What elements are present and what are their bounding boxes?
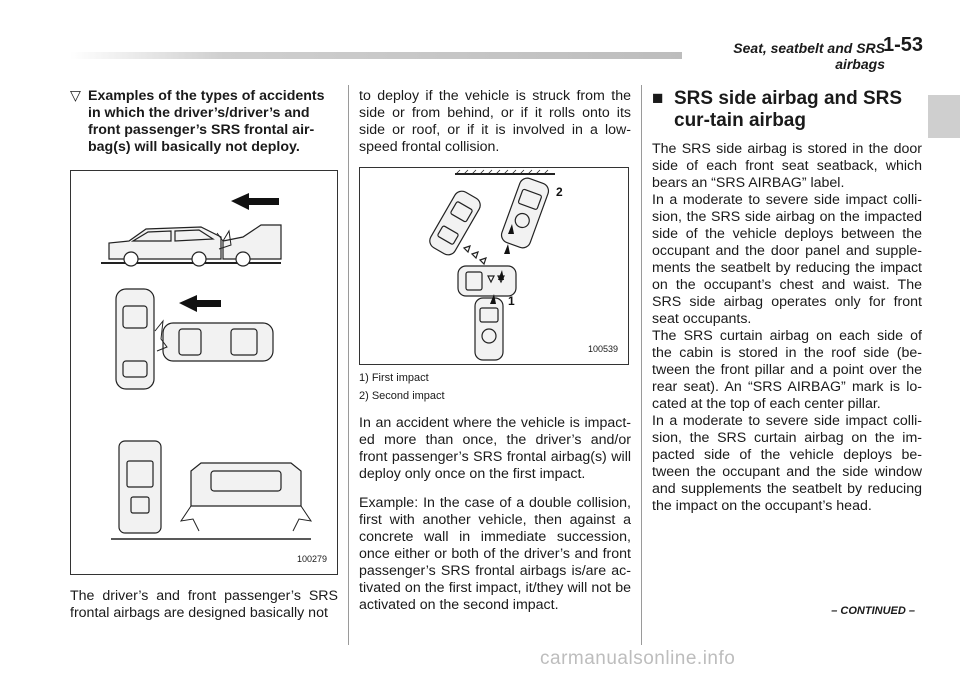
square-marker-icon: ■ xyxy=(652,88,664,109)
subsection-heading xyxy=(70,88,338,156)
paragraph: The driver’s and front passenger’s SRS frontal airbags are designed basically not xyxy=(70,588,338,621)
caption-second-impact: 2) Second impact xyxy=(359,390,445,402)
column-divider-1 xyxy=(348,85,349,645)
paragraph: Example: In the case of a double collision, first with another vehicle, then against a concrete wall in immediate succession, once either or both of the driver’s and front passenger’s SRS frontal airbags is/are ac-tivated on the first impact, it/they will not be activated on the second impact. xyxy=(359,495,631,613)
paragraph: to deploy if the vehicle is struck from the side or from behind, or if it rolls onto its side or roof, or if it is involved in a low-speed frontal collision. xyxy=(359,88,631,155)
caption-first-impact: 1) First impact xyxy=(359,372,429,384)
column-divider-2 xyxy=(641,85,642,645)
accident-types-figure xyxy=(70,170,338,575)
paragraph: In an accident where the vehicle is impact-ed more than once, the driver’s and/or front passenger’s SRS frontal airbag(s) will deploy only once on the first impact. xyxy=(359,415,631,482)
double-impact-illustration xyxy=(360,168,628,364)
column-middle xyxy=(359,88,631,614)
triangle-marker-icon: ▽ xyxy=(70,88,81,104)
callout-1: 1 xyxy=(508,294,515,308)
paragraph: The SRS side airbag is stored in the door side of each front seat seatback, which bears an “SRS AIRBAG” label. xyxy=(652,141,922,191)
accident-types-illustration xyxy=(71,171,337,574)
double-impact-figure xyxy=(359,167,629,365)
paragraph: The SRS curtain airbag on each side of the cabin is stored in the roof side (be-tween the front pillar and a point over the rear seat). An “SRS AIRBAG” mark is lo-cated at the top of each center pillar. xyxy=(652,328,922,412)
column-right xyxy=(652,88,922,515)
watermark: carmanualsonline.info xyxy=(540,648,736,669)
callout-2: 2 xyxy=(556,185,563,199)
side-impact-scene xyxy=(101,193,281,266)
chapter-tab xyxy=(928,95,960,138)
rollover-scene xyxy=(111,441,311,539)
figure-id: 100279 xyxy=(296,554,327,564)
header-rule xyxy=(70,52,682,59)
paragraph: In a moderate to severe side impact colli-sion, the SRS curtain airbag on the im-pacted side of the vehicle deploys be-tween the occupant and the side window and supplements the seatbelt by reducing the impact on the occupant’s head. xyxy=(652,413,922,514)
figure-id: 100539 xyxy=(587,344,618,354)
page-number: 1-53 xyxy=(883,34,924,56)
column-left xyxy=(70,88,338,622)
subsection-heading-text: Examples of the types of accidents in which the driver’s/driver’s and front passenger’s SRS frontal air-bag(s) will basically not deploy. xyxy=(88,88,325,155)
section-heading xyxy=(652,88,922,132)
t-bone-scene xyxy=(116,289,273,389)
section-heading-text: SRS side airbag and SRS cur-tain airbag xyxy=(674,88,903,131)
running-header-title: Seat, seatbelt and SRS airbags xyxy=(733,40,885,72)
paragraph: In a moderate to severe side impact colli-sion, the SRS side airbag on the impacted side of the vehicle deploys between the occupant and the door panel and supple-ments the seatbelt by reducing the impact on the occupant’s chest and waist. The SRS side airbag operates only for front seat occupants. xyxy=(652,192,922,327)
continued-label: – CONTINUED – xyxy=(831,605,915,617)
